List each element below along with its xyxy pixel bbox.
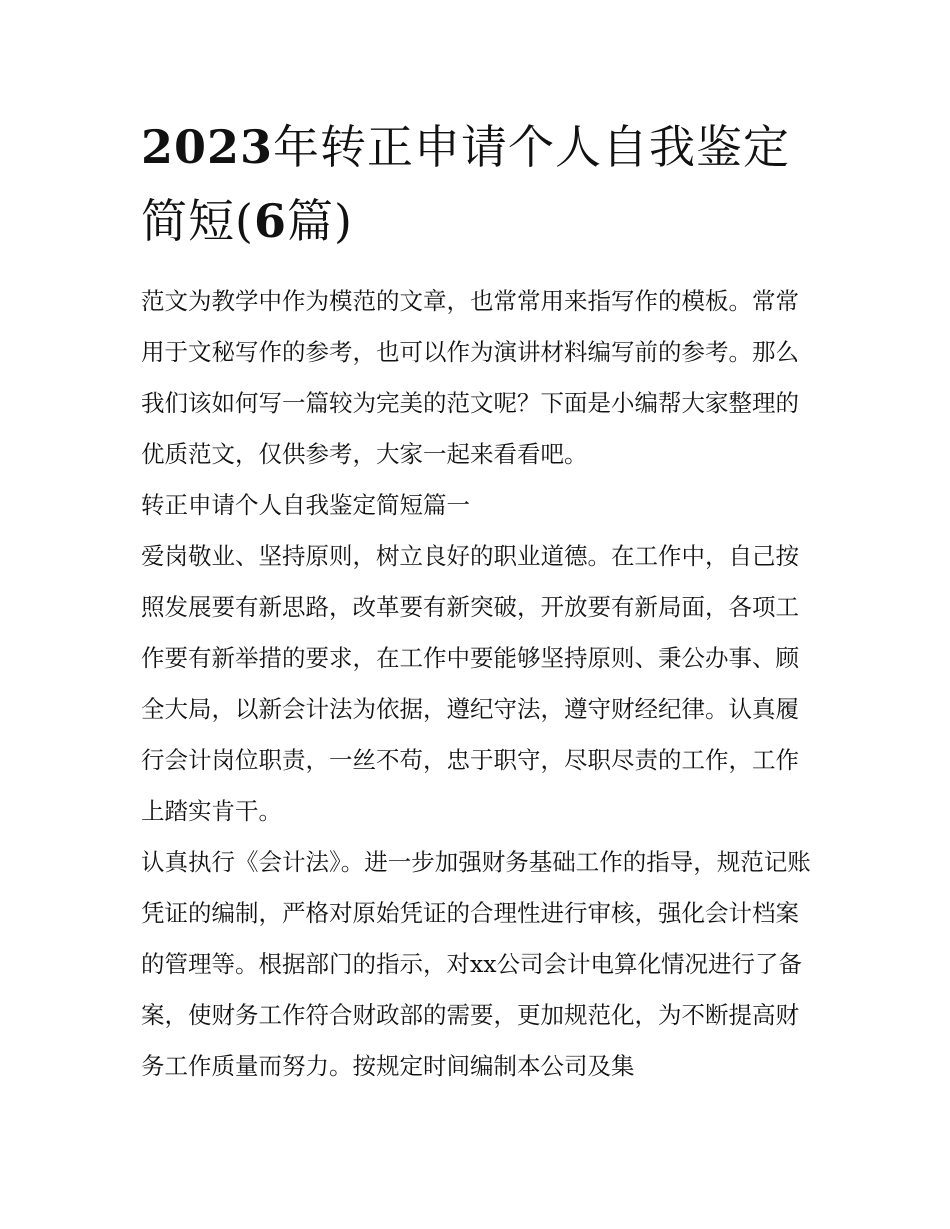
intro-paragraph: 范文为教学中作为模范的文章，也常常用来指写作的模板。常常用于文秘写作的参考，也可以作为演讲材料编写前的参考。那么我们该如何写一篇较为完美的范文呢？下面是小编帮大家整理的优质范文，仅供参考，大家一起来看看吧。 <box>141 287 799 468</box>
title-year: 2023 <box>141 120 274 174</box>
title-text: 年转正申请个人自我鉴定简短( <box>141 120 791 248</box>
title-suffix: 篇) <box>286 194 353 248</box>
section-heading: 转正申请个人自我鉴定简短篇一 <box>141 491 470 519</box>
body-paragraph-2: 认真执行《会计法》。进一步加强财务基础工作的指导，规范记账凭证的编制，严格对原始凭证的合理性进行审核，强化会计档案的管理等。根据部门的指示，对xx公司会计电算化情况进行了备案，使财务工作符合财政部的需要，更加规范化，为不断提高财务工作质量而努力。按规定时间编制本公司及集 <box>141 848 811 1080</box>
body-paragraph-1: 爱岗敬业、坚持原则，树立良好的职业道德。在工作中，自己按照发展要有新思路，改革要有新突破，开放要有新局面，各项工作要有新举措的要求，在工作中要能够坚持原则、秉公办事、顾全大局，以新会计法为依据，遵纪守法，遵守财经纪律。认真履行会计岗位职责，一丝不苟，忠于职守，尽职尽责的工作，工作上踏实肯干。 <box>141 542 799 825</box>
title-count: 6 <box>253 194 287 248</box>
document-page <box>141 110 813 1092</box>
document-title <box>141 110 813 258</box>
